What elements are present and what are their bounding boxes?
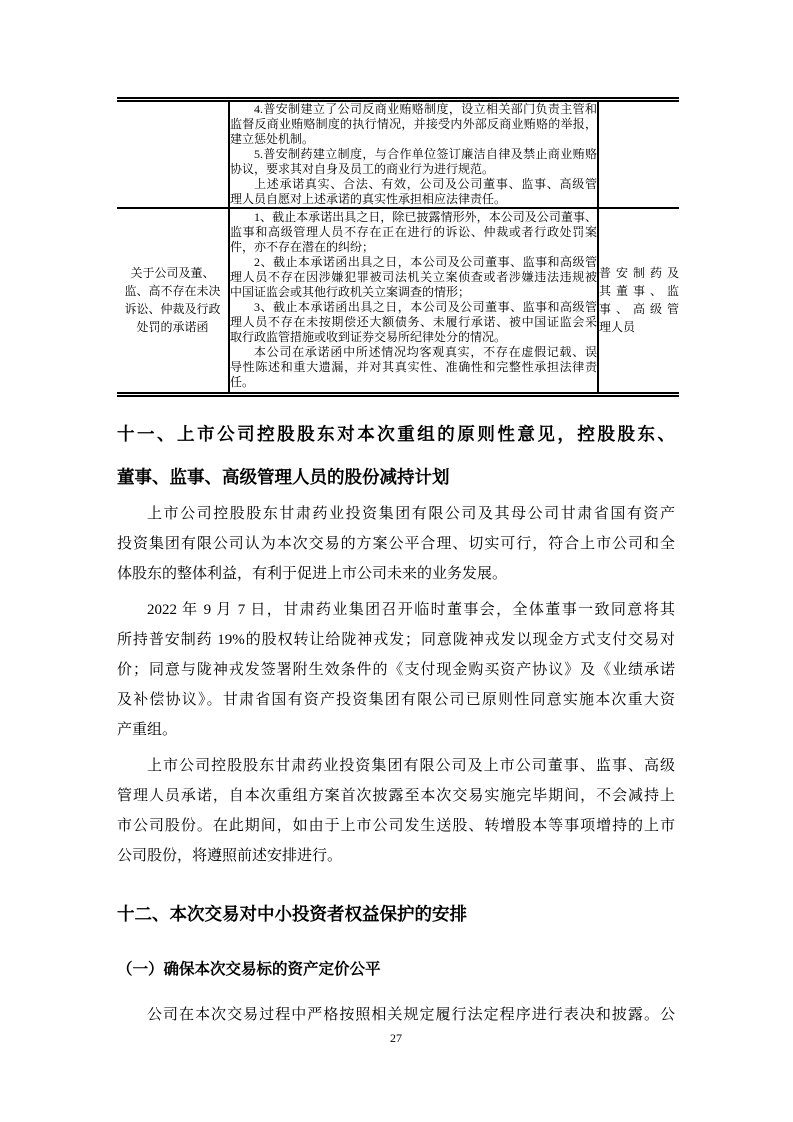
table-row-continued (117, 100, 679, 209)
section-heading-11: 十一、上市公司控股股东对本次重组的原则性意见，控股股东、 董事、监事、高级管理人员的股份减持计划 (117, 423, 675, 487)
paragraph-controlling-shareholder-opinion: 上市公司控股股东甘肃药业投资集团有限公司及其母公司甘肃省国有资产 投资集团有限公司认为本次交易的方案公平合理、切实可行，符合上市公司和全 体股东的整体利益，有利于促进上市公司未来的业务发展。 (117, 505, 675, 582)
paragraph-pricing-fairness: 公司在本次交易过程中严格按照相关规定履行法定程序进行表决和披露。公 (147, 1006, 675, 1023)
page-number: 27 (390, 1030, 402, 1045)
commitment-name-cell (117, 100, 229, 209)
commitment-content-cell: 1、截止本承诺出具之日，除已披露情形外，本公司及公司董事、 监事和高级管理人员不存在正在进行的诉讼、仲裁或者行政处罚案 件，亦不存在潜在的纠纷； 2、截止本承诺函出具之日，本公司及公司董事、监事和高级管 理人员不存在因涉嫌犯罪被司法机关立案侦查或者涉嫌违法违规被 中国证监会或其他行政机关立案调查的情形； 3、截止本承诺函出具之日，本公司及公司董事、监事和高级管 理人员不存在未按期偿还大额债务、未履行承诺、被中国证监会采 取行政监管措施或收到证券交易所纪律处分的情况。 本公司在承诺函中所述情况均客观真实，不存在虚假记载、误 导性陈述和重大遗漏，并对其真实性、准确性和完整性承担法律责 任。 (229, 208, 598, 394)
section-heading-12: 十二、本次交易对中小投资者权益保护的安排 (117, 903, 467, 924)
commitment-party-cell (598, 100, 679, 209)
table-row-litigation (117, 208, 679, 394)
paragraph-board-meeting: 2022 年 9 月 7 日，甘肃药业集团召开临时董事会，全体董事一致同意将其 所持普安制药 19%的股权转让给陇神戎发；同意陇神戎发以现金方式支付交易对 价；同意与陇神戎发签署附生效条件的《支付现金购买资产协议》及《业绩承诺 及补偿协议》。甘肃省国有资产投资集团有限公司已原则性同意实施本次重大资 产重组。 (117, 601, 675, 738)
subsection-heading-1: （一）确保本次交易标的资产定价公平 (117, 960, 381, 978)
paragraph-share-reduction-commitment: 上市公司控股股东甘肃药业投资集团有限公司及上市公司董事、监事、高级 管理人员承诺，自本次重组方案首次披露至本次交易实施完毕期间，不会减持上 市公司股份。在此期间，如由于上市公司发生送股、转增股本等事项增持的上市 公司股份，将遵照前述安排进行。 (117, 757, 675, 864)
commitment-table (117, 97, 679, 397)
commitment-content-cell: 4.普安制建立了公司反商业贿赂制度，设立相关部门负责主管和 监督反商业贿赂制度的执行情况，并接受内外部反商业贿赂的举报， 建立惩处机制。 5.普安制药建立制度，与合作单位签订廉洁自律及禁止商业贿赂 协议，要求其对自身及员工的商业行为进行规范。 上述承诺真实、合法、有效，公司及公司董事、监事、高级管 理人员自愿对上述承诺的真实性承担相应法律责任。 (229, 100, 598, 209)
commitment-name-cell: 关于公司及董、 监、高不存在未决 诉讼、仲裁及行政 处罚的承诺函 (117, 208, 229, 394)
page-content (117, 97, 679, 1045)
commitment-party-cell: 普安制药及 其董事、监 事、高级管 理人员 (599, 266, 679, 335)
